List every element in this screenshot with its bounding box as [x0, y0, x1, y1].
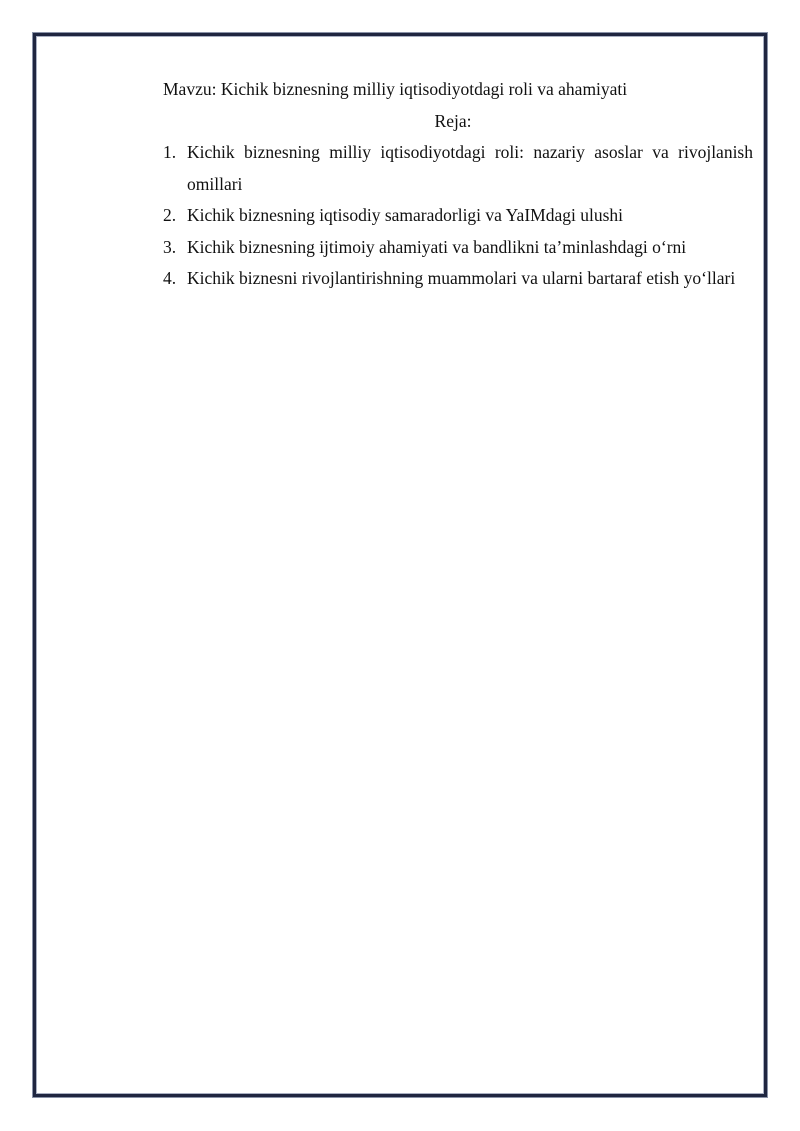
- plan-item-text: Kichik biznesning ijtimoiy ahamiyati va bandlikni ta’minlashdagi o‘rni: [187, 236, 687, 257]
- plan-item: [163, 232, 753, 264]
- plan-item-number: 3.: [163, 236, 177, 257]
- plan-item-number: 4.: [163, 268, 177, 288]
- plan-item-number: 1.: [163, 142, 177, 162]
- page-content: [163, 74, 753, 295]
- plan-item-text: Kichik biznesning milliy iqtisodiyotdagi roli: nazariy asoslar va rivojlanish omillari: [187, 142, 753, 194]
- plan-heading: Reja:: [434, 110, 472, 131]
- plan-item: [163, 263, 753, 295]
- topic-title: Mavzu: Kichik biznesning milliy iqtisodiyotdagi roli va ahamiyati: [163, 79, 628, 99]
- plan-item-text: Kichik biznesni rivojlantirishning muammolari va ularni bartaraf etish yo‘llari: [187, 268, 736, 288]
- plan-item: [163, 200, 753, 232]
- plan-item-text: Kichik biznesning iqtisodiy samaradorligi va YaIMdagi ulushi: [187, 205, 623, 225]
- plan-list: [163, 137, 753, 295]
- plan-item-number: 2.: [163, 205, 177, 225]
- plan-item: [163, 137, 753, 200]
